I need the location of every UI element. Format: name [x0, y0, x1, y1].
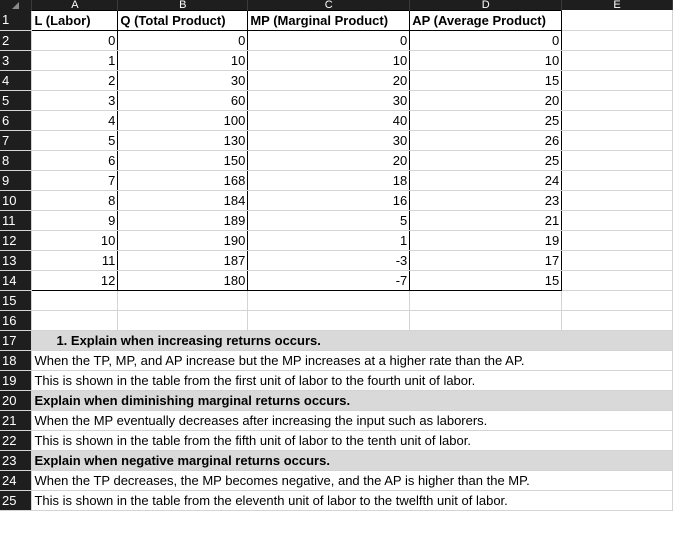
table-row [0, 170, 673, 190]
question-3-heading[interactable]: Explain when negative marginal returns occurs. [32, 450, 673, 470]
table-row [0, 490, 673, 510]
cell-labor[interactable]: 0 [32, 30, 118, 50]
table-row [0, 130, 673, 150]
column-header-c[interactable]: C [248, 0, 410, 10]
table-row [0, 110, 673, 130]
row-number[interactable]: 20 [0, 390, 32, 410]
cell-labor[interactable]: 9 [32, 210, 118, 230]
cell-labor[interactable]: 10 [32, 230, 118, 250]
table-row [0, 450, 673, 470]
table-row [0, 350, 673, 370]
table-row [0, 430, 673, 450]
cell-total-product[interactable]: 0 [118, 30, 248, 50]
row-number[interactable]: 1 [0, 10, 32, 30]
cell-labor[interactable]: 11 [32, 250, 118, 270]
cell-average-product[interactable]: 0 [410, 30, 562, 50]
row-number[interactable]: 7 [0, 130, 32, 150]
header-average-product[interactable]: AP (Average Product) [410, 10, 562, 30]
table-row [0, 390, 673, 410]
cell-labor[interactable]: 3 [32, 90, 118, 110]
cell[interactable] [118, 290, 248, 310]
cell-labor[interactable]: 6 [32, 150, 118, 170]
row-number[interactable]: 18 [0, 350, 32, 370]
cell-labor[interactable]: 8 [32, 190, 118, 210]
column-header-b[interactable]: B [118, 0, 248, 10]
cell-marginal-product[interactable]: 1 [248, 230, 410, 250]
cell-labor[interactable]: 7 [32, 170, 118, 190]
cell-average-product[interactable]: 25 [410, 110, 562, 130]
cell[interactable] [562, 110, 673, 130]
cell-average-product[interactable]: 25 [410, 150, 562, 170]
table-row [0, 250, 673, 270]
answer-1-line-2[interactable]: This is shown in the table from the first unit of labor to the fourth unit of labor. [32, 370, 673, 390]
cell-total-product[interactable]: 187 [118, 250, 248, 270]
header-marginal-product[interactable]: MP (Marginal Product) [248, 10, 410, 30]
row-number[interactable]: 22 [0, 430, 32, 450]
column-header-d[interactable]: D [410, 0, 562, 10]
cell[interactable] [562, 130, 673, 150]
table-row [0, 50, 673, 70]
cell[interactable] [562, 10, 673, 30]
row-number[interactable]: 4 [0, 70, 32, 90]
cell-total-product[interactable]: 190 [118, 230, 248, 250]
cell[interactable] [562, 250, 673, 270]
answer-1-line-1[interactable]: When the TP, MP, and AP increase but the MP increases at a higher rate than the AP. [32, 350, 673, 370]
cell[interactable] [562, 270, 673, 290]
cell-average-product[interactable]: 10 [410, 50, 562, 70]
cell-labor[interactable]: 5 [32, 130, 118, 150]
cell-labor[interactable]: 1 [32, 50, 118, 70]
answer-2-line-2[interactable]: This is shown in the table from the fifth unit of labor to the tenth unit of labor. [32, 430, 673, 450]
row-number[interactable]: 6 [0, 110, 32, 130]
select-all-triangle-icon [12, 2, 19, 9]
row-number[interactable]: 11 [0, 210, 32, 230]
cell[interactable] [562, 310, 673, 330]
cell[interactable] [562, 190, 673, 210]
cell[interactable] [248, 310, 410, 330]
cell-average-product[interactable]: 15 [410, 270, 562, 290]
cell-marginal-product[interactable]: 40 [248, 110, 410, 130]
column-header-row [0, 0, 673, 10]
table-row [0, 70, 673, 90]
cell-total-product[interactable]: 189 [118, 210, 248, 230]
cell-total-product[interactable]: 130 [118, 130, 248, 150]
cell-marginal-product[interactable]: 10 [248, 50, 410, 70]
cell[interactable] [32, 290, 118, 310]
row-number[interactable]: 16 [0, 310, 32, 330]
cell-total-product[interactable]: 100 [118, 110, 248, 130]
table-row [0, 470, 673, 490]
table-row [0, 190, 673, 210]
table-row [0, 10, 673, 30]
row-number[interactable]: 19 [0, 370, 32, 390]
cell-total-product[interactable]: 180 [118, 270, 248, 290]
row-number[interactable]: 9 [0, 170, 32, 190]
cell-average-product[interactable]: 23 [410, 190, 562, 210]
cell-marginal-product[interactable]: 5 [248, 210, 410, 230]
cell-marginal-product[interactable]: 16 [248, 190, 410, 210]
cell[interactable] [562, 30, 673, 50]
cell[interactable] [118, 310, 248, 330]
cell[interactable] [562, 210, 673, 230]
cell-total-product[interactable]: 184 [118, 190, 248, 210]
table-row [0, 290, 673, 310]
row-number[interactable]: 10 [0, 190, 32, 210]
cell-labor[interactable]: 12 [32, 270, 118, 290]
column-header-a[interactable]: A [32, 0, 118, 10]
cell-average-product[interactable]: 19 [410, 230, 562, 250]
table-row [0, 410, 673, 430]
header-labor[interactable]: L (Labor) [32, 10, 118, 30]
cell-average-product[interactable]: 20 [410, 90, 562, 110]
table-row [0, 210, 673, 230]
cell-total-product[interactable]: 150 [118, 150, 248, 170]
row-number[interactable]: 15 [0, 290, 32, 310]
cell-labor[interactable]: 4 [32, 110, 118, 130]
cell-total-product[interactable]: 30 [118, 70, 248, 90]
cell-marginal-product[interactable]: -3 [248, 250, 410, 270]
question-2-heading[interactable]: Explain when diminishing marginal returns occurs. [32, 390, 673, 410]
table-row [0, 90, 673, 110]
cell-average-product[interactable]: 24 [410, 170, 562, 190]
cell[interactable] [562, 290, 673, 310]
cell-marginal-product[interactable]: 20 [248, 70, 410, 90]
answer-3-line-2[interactable]: This is shown in the table from the eleventh unit of labor to the twelfth unit of labor. [32, 490, 673, 510]
row-number[interactable]: 17 [0, 330, 32, 350]
table-row [0, 30, 673, 50]
row-number[interactable]: 24 [0, 470, 32, 490]
cell[interactable] [562, 70, 673, 90]
row-number[interactable]: 14 [0, 270, 32, 290]
cell[interactable] [32, 310, 118, 330]
cell-marginal-product[interactable]: 0 [248, 30, 410, 50]
row-number[interactable]: 25 [0, 490, 32, 510]
answer-3-line-1[interactable]: When the TP decreases, the MP becomes negative, and the AP is higher than the MP. [32, 470, 673, 490]
cell-average-product[interactable]: 17 [410, 250, 562, 270]
cell-average-product[interactable]: 21 [410, 210, 562, 230]
column-header-e[interactable]: E [562, 0, 673, 10]
row-number[interactable]: 12 [0, 230, 32, 250]
table-row [0, 370, 673, 390]
row-number[interactable]: 3 [0, 50, 32, 70]
cell-total-product[interactable]: 168 [118, 170, 248, 190]
cell-marginal-product[interactable]: -7 [248, 270, 410, 290]
question-1-heading[interactable]: 1. Explain when increasing returns occurs. [32, 330, 673, 350]
cell-marginal-product[interactable]: 18 [248, 170, 410, 190]
cell[interactable] [410, 310, 562, 330]
row-number[interactable]: 23 [0, 450, 32, 470]
row-number[interactable]: 2 [0, 30, 32, 50]
row-number[interactable]: 13 [0, 250, 32, 270]
cell-labor[interactable]: 2 [32, 70, 118, 90]
cell-marginal-product[interactable]: 30 [248, 130, 410, 150]
cell[interactable] [562, 50, 673, 70]
table-row [0, 150, 673, 170]
cell-marginal-product[interactable]: 30 [248, 90, 410, 110]
cell[interactable] [248, 290, 410, 310]
select-all-corner[interactable] [0, 0, 32, 10]
cell[interactable] [562, 230, 673, 250]
cell[interactable] [562, 170, 673, 190]
cell-total-product[interactable]: 60 [118, 90, 248, 110]
table-row [0, 230, 673, 250]
cell-average-product[interactable]: 26 [410, 130, 562, 150]
cell[interactable] [562, 150, 673, 170]
row-number[interactable]: 8 [0, 150, 32, 170]
answer-2-line-1[interactable]: When the MP eventually decreases after increasing the input such as laborers. [32, 410, 673, 430]
cell-average-product[interactable]: 15 [410, 70, 562, 90]
table-row [0, 310, 673, 330]
table-row [0, 270, 673, 290]
header-total-product[interactable]: Q (Total Product) [118, 10, 248, 30]
table-row [0, 330, 673, 350]
cell[interactable] [562, 90, 673, 110]
row-number[interactable]: 5 [0, 90, 32, 110]
row-number[interactable]: 21 [0, 410, 32, 430]
cell[interactable] [410, 290, 562, 310]
cell-total-product[interactable]: 10 [118, 50, 248, 70]
cell-marginal-product[interactable]: 20 [248, 150, 410, 170]
